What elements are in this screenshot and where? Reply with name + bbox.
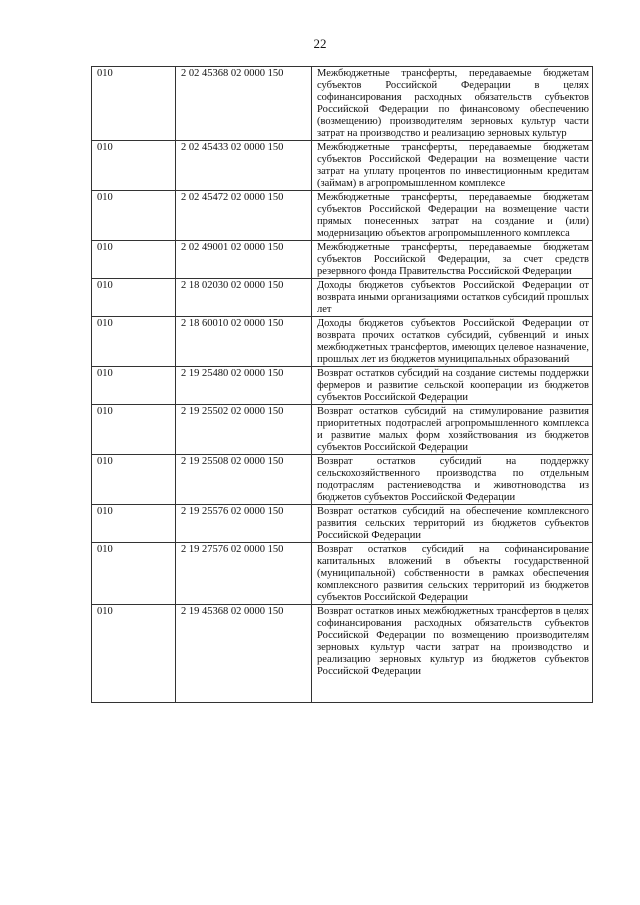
description-cell: Межбюджетные трансферты, передаваемые бюджетам субъектов Российской Федерации в целях софинансирования расходных обязательств субъектов Российской Федерации по финансовому обеспечению (возмещению) производителям зерновых культур части затрат на производство и реализацию зерновых культур	[312, 67, 593, 141]
admin-code-cell: 010	[92, 543, 176, 605]
page-number: 22	[313, 36, 327, 51]
budget-code-cell: 2 18 60010 02 0000 150	[176, 317, 312, 367]
description-cell: Межбюджетные трансферты, передаваемые бюджетам субъектов Российской Федерации на возмещение части затрат на уплату процентов по инвестиционным кредитам (займам) в агропромышленном комплексе	[312, 141, 593, 191]
description-cell: Возврат остатков субсидий на обеспечение комплексного развития сельских территорий из бюджетов субъектов Российской Федерации	[312, 505, 593, 543]
admin-code-cell: 010	[92, 191, 176, 241]
budget-code-cell: 2 19 25480 02 0000 150	[176, 367, 312, 405]
admin-code-cell: 010	[92, 367, 176, 405]
admin-code-cell: 010	[92, 605, 176, 703]
budget-code-cell: 2 02 45433 02 0000 150	[176, 141, 312, 191]
budget-code-cell: 2 02 49001 02 0000 150	[176, 241, 312, 279]
budget-code-cell: 2 18 02030 02 0000 150	[176, 279, 312, 317]
admin-code-cell: 010	[92, 317, 176, 367]
table-row	[92, 317, 593, 367]
budget-codes-table	[91, 66, 593, 703]
description-cell: Возврат остатков иных межбюджетных трансфертов в целях софинансирования расходных обязательств субъектов Российской Федерации по возмещению производителям зерновых культур части затрат на производство и реализацию зерновых культур из бюджетов субъектов Российской Федерации	[312, 605, 593, 703]
table-row	[92, 279, 593, 317]
table-row	[92, 455, 593, 505]
table-row	[92, 605, 593, 703]
description-cell: Возврат остатков субсидий на софинансирование капитальных вложений в объекты государственной (муниципальной) собственности в рамках обеспечения комплексного развития сельских территорий из бюджетов субъектов Российской Федерации	[312, 543, 593, 605]
description-cell: Возврат остатков субсидий на создание системы поддержки фермеров и развитие сельской кооперации из бюджетов субъектов Российской Федерации	[312, 367, 593, 405]
table-row	[92, 67, 593, 141]
description-cell: Возврат остатков субсидий на стимулирование развития приоритетных подотраслей агропромышленного комплекса и развитие малых форм хозяйствования из бюджетов субъектов Российской Федерации	[312, 405, 593, 455]
budget-code-cell: 2 19 25502 02 0000 150	[176, 405, 312, 455]
budget-code-cell: 2 19 27576 02 0000 150	[176, 543, 312, 605]
table-row	[92, 543, 593, 605]
admin-code-cell: 010	[92, 141, 176, 191]
description-cell: Межбюджетные трансферты, передаваемые бюджетам субъектов Российской Федерации, за счет средств резервного фонда Правительства Российской Федерации	[312, 241, 593, 279]
admin-code-cell: 010	[92, 455, 176, 505]
table-row	[92, 191, 593, 241]
description-cell: Межбюджетные трансферты, передаваемые бюджетам субъектов Российской Федерации на возмещение части прямых понесенных затрат на создание и (или) модернизацию объектов агропромышленного комплекса	[312, 191, 593, 241]
budget-code-cell: 2 19 45368 02 0000 150	[176, 605, 312, 703]
admin-code-cell: 010	[92, 405, 176, 455]
admin-code-cell: 010	[92, 505, 176, 543]
admin-code-cell: 010	[92, 279, 176, 317]
table-row	[92, 367, 593, 405]
budget-code-cell: 2 02 45472 02 0000 150	[176, 191, 312, 241]
description-cell: Доходы бюджетов субъектов Российской Федерации от возврата иными организациями остатков субсидий прошлых лет	[312, 279, 593, 317]
description-cell: Возврат остатков субсидий на поддержку сельскохозяйственного производства по отдельным подотраслям растениеводства и животноводства из бюджетов субъектов Российской Федерации	[312, 455, 593, 505]
budget-code-cell: 2 02 45368 02 0000 150	[176, 67, 312, 141]
table-row	[92, 241, 593, 279]
table-row	[92, 405, 593, 455]
admin-code-cell: 010	[92, 67, 176, 141]
admin-code-cell: 010	[92, 241, 176, 279]
table-row	[92, 505, 593, 543]
description-cell: Доходы бюджетов субъектов Российской Федерации от возврата прочих остатков субсидий, субвенций и иных межбюджетных трансфертов, имеющих целевое назначение, прошлых лет из бюджетов муниципальных образований	[312, 317, 593, 367]
budget-code-cell: 2 19 25576 02 0000 150	[176, 505, 312, 543]
table-row	[92, 141, 593, 191]
budget-code-cell: 2 19 25508 02 0000 150	[176, 455, 312, 505]
